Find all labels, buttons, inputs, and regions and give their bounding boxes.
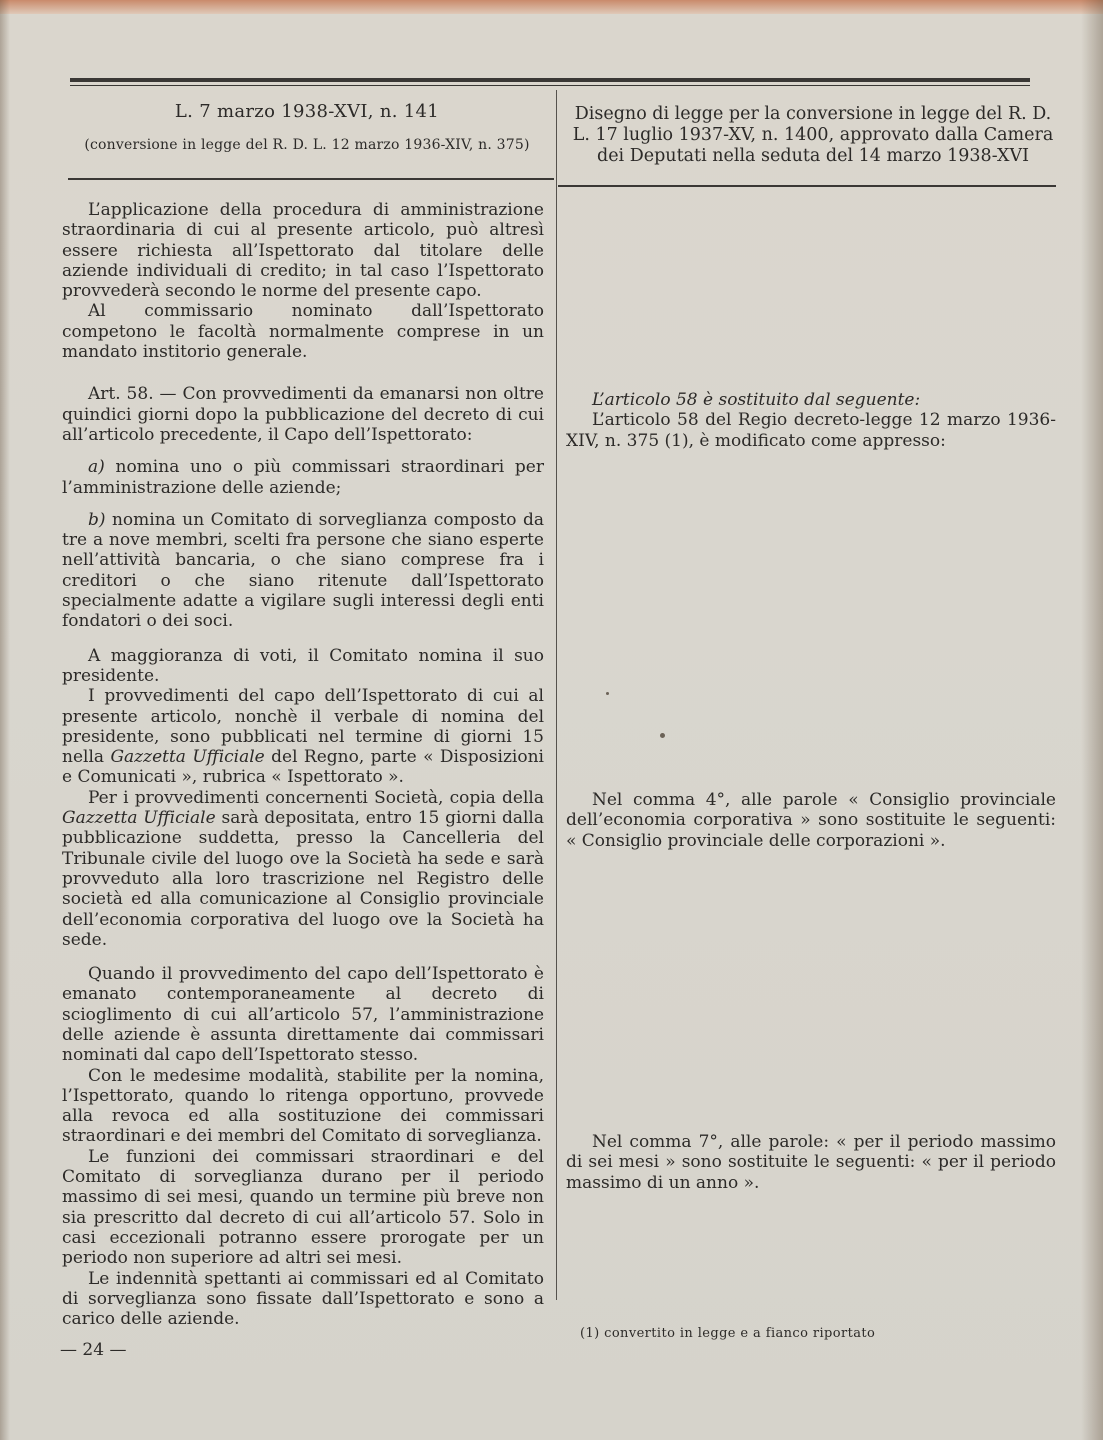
item-text: nomina un Comitato di sorveglianza composto da tre a nove membri, scelti fra persone che siano esperte nell’attività bancaria, o che siano comprese fra i creditori o che siano ritenute dall’Ispettorato specialmente adatte a vigilare sugli interessi degli enti fondatori o dei soci. (62, 509, 545, 632)
paragraph: A maggioranza di voti, il Comitato nomina il suo presidente. (62, 645, 544, 686)
paragraph-text: del Regno, parte « Disposizioni e Comunicati », rubrica « Ispettorato ». (62, 747, 544, 788)
paragraph: Al commissario nominato dall’Ispettorato competono le facoltà normalmente comprese in un mandato institorio generale. (62, 301, 544, 363)
left-column-header (66, 100, 548, 156)
footnote: (1) convertito in legge e a fianco riportato (580, 1326, 876, 1341)
right-block-article-58 (566, 390, 1056, 451)
page-edge-right (1081, 0, 1103, 1440)
page-number: — 24 — (60, 1340, 127, 1360)
item-letter: b) (88, 509, 106, 530)
paragraph: Quando il provvedimento del capo dell’Ispettorato è emanato contemporaneamente al decreto di scioglimento di cui all’articolo 57, l’amministrazione delle aziende è assunta direttamente dai commissari nominati dal capo dell’Ispettorato stesso. (62, 964, 544, 1066)
paragraph-text: I provvedimenti del capo dell’Ispettorato di cui al presente articolo, nonchè il verbale di nomina del presidente, sono pubblicati nel termine di giorni 15 nella (62, 686, 544, 768)
page-edge-top (0, 0, 1103, 14)
paragraph: L’applicazione della procedura di amministrazione straordinaria di cui al presente articolo, può altresì essere richiesta all’Ispettorato dal titolare delle aziende individuali di credito; in tal caso l’Ispettorato provvederà secondo le norme del presente capo. (62, 200, 544, 302)
item-text: nomina uno o più commissari straordinari per l’amministrazione delle aziende; (62, 457, 544, 498)
top-rule (70, 78, 1030, 82)
top-rule-thin (70, 85, 1030, 86)
left-header-rule (68, 178, 554, 180)
gazzetta-title: Gazzetta Ufficiale (62, 808, 216, 829)
right-block-comma-4 (566, 790, 1056, 851)
item-letter: a) (88, 457, 105, 478)
substitution-heading: L’articolo 58 è sostituito dal seguente: (592, 390, 921, 410)
ink-speck (660, 733, 665, 738)
paragraph-text: sarà depositata, entro 15 giorni dalla pubblicazione suddetta, presso la Cancelleria del Tribunale civile del luogo ove la Società ha sede e sarà provveduto alla loro trascrizione nel Registro delle società ed alla comunicazione al Consiglio provinciale dell’economia corporativa del luogo ove la Società ha sede. (62, 808, 544, 950)
left-column (62, 200, 544, 1329)
list-item-b (62, 510, 544, 632)
paragraph (62, 788, 544, 950)
column-separator (556, 90, 557, 1300)
paragraph: Le indennità spettanti ai commissari ed al Comitato di sorveglianza sono fissate dall’Ispettorato e sono a carico delle aziende. (62, 1268, 544, 1330)
right-column-header: Disegno di legge per la conversione in legge del R. D. L. 17 luglio 1937-XV, n. 1400, approvato dalla Camera dei Deputati nella seduta del 14 marzo 1938-XVI (572, 104, 1054, 166)
paragraph-text: Per i provvedimenti concernenti Società, copia della (88, 787, 544, 808)
page-edge-left (0, 0, 10, 1440)
ink-speck (606, 692, 609, 695)
paragraph: Con le medesime modalità, stabilite per la nomina, l’Ispettorato, quando lo ritenga opportuno, provvede alla revoca ed alla sostituzione dei commissari straordinari e dei membri del Comitato di sorveglianza. (62, 1065, 544, 1147)
paragraph: L’articolo 58 del Regio decreto-legge 12 marzo 1936-XIV, n. 375 (1), è modificato come appresso: (566, 410, 1056, 451)
article-58-intro: Art. 58. — Con provvedimenti da emanarsi non oltre quindici giorni dopo la pubblicazione del decreto di cui all’articolo precedente, il Capo dell’Ispettorato: (62, 384, 544, 445)
gazzetta-title: Gazzetta Ufficiale (110, 747, 265, 768)
paragraph: Nel comma 4°, alle parole « Consiglio provinciale dell’economia corporativa » sono sostituite le seguenti: « Consiglio provinciale delle corporazioni ». (566, 790, 1056, 851)
list-item-a (62, 457, 544, 498)
right-header-rule (558, 185, 1056, 187)
paragraph: Le funzioni dei commissari straordinari e del Comitato di sorveglianza durano per il periodo massimo di sei mesi, quando un termine più breve non sia prescritto dal decreto di cui all’articolo 57. Solo in casi eccezionali potranno essere prorogate per un periodo non superiore ad altri sei mesi. (62, 1146, 544, 1269)
left-header-subtitle: (conversione in legge del R. D. L. 12 marzo 1936-XIV, n. 375) (84, 137, 530, 153)
paragraph: Nel comma 7°, alle parole: « per il periodo massimo di sei mesi » sono sostituite le seguenti: « per il periodo massimo di un anno ». (566, 1132, 1056, 1193)
right-block-comma-7 (566, 1132, 1056, 1193)
left-header-title: L. 7 marzo 1938-XVI, n. 141 (174, 101, 440, 122)
paragraph (62, 686, 544, 787)
